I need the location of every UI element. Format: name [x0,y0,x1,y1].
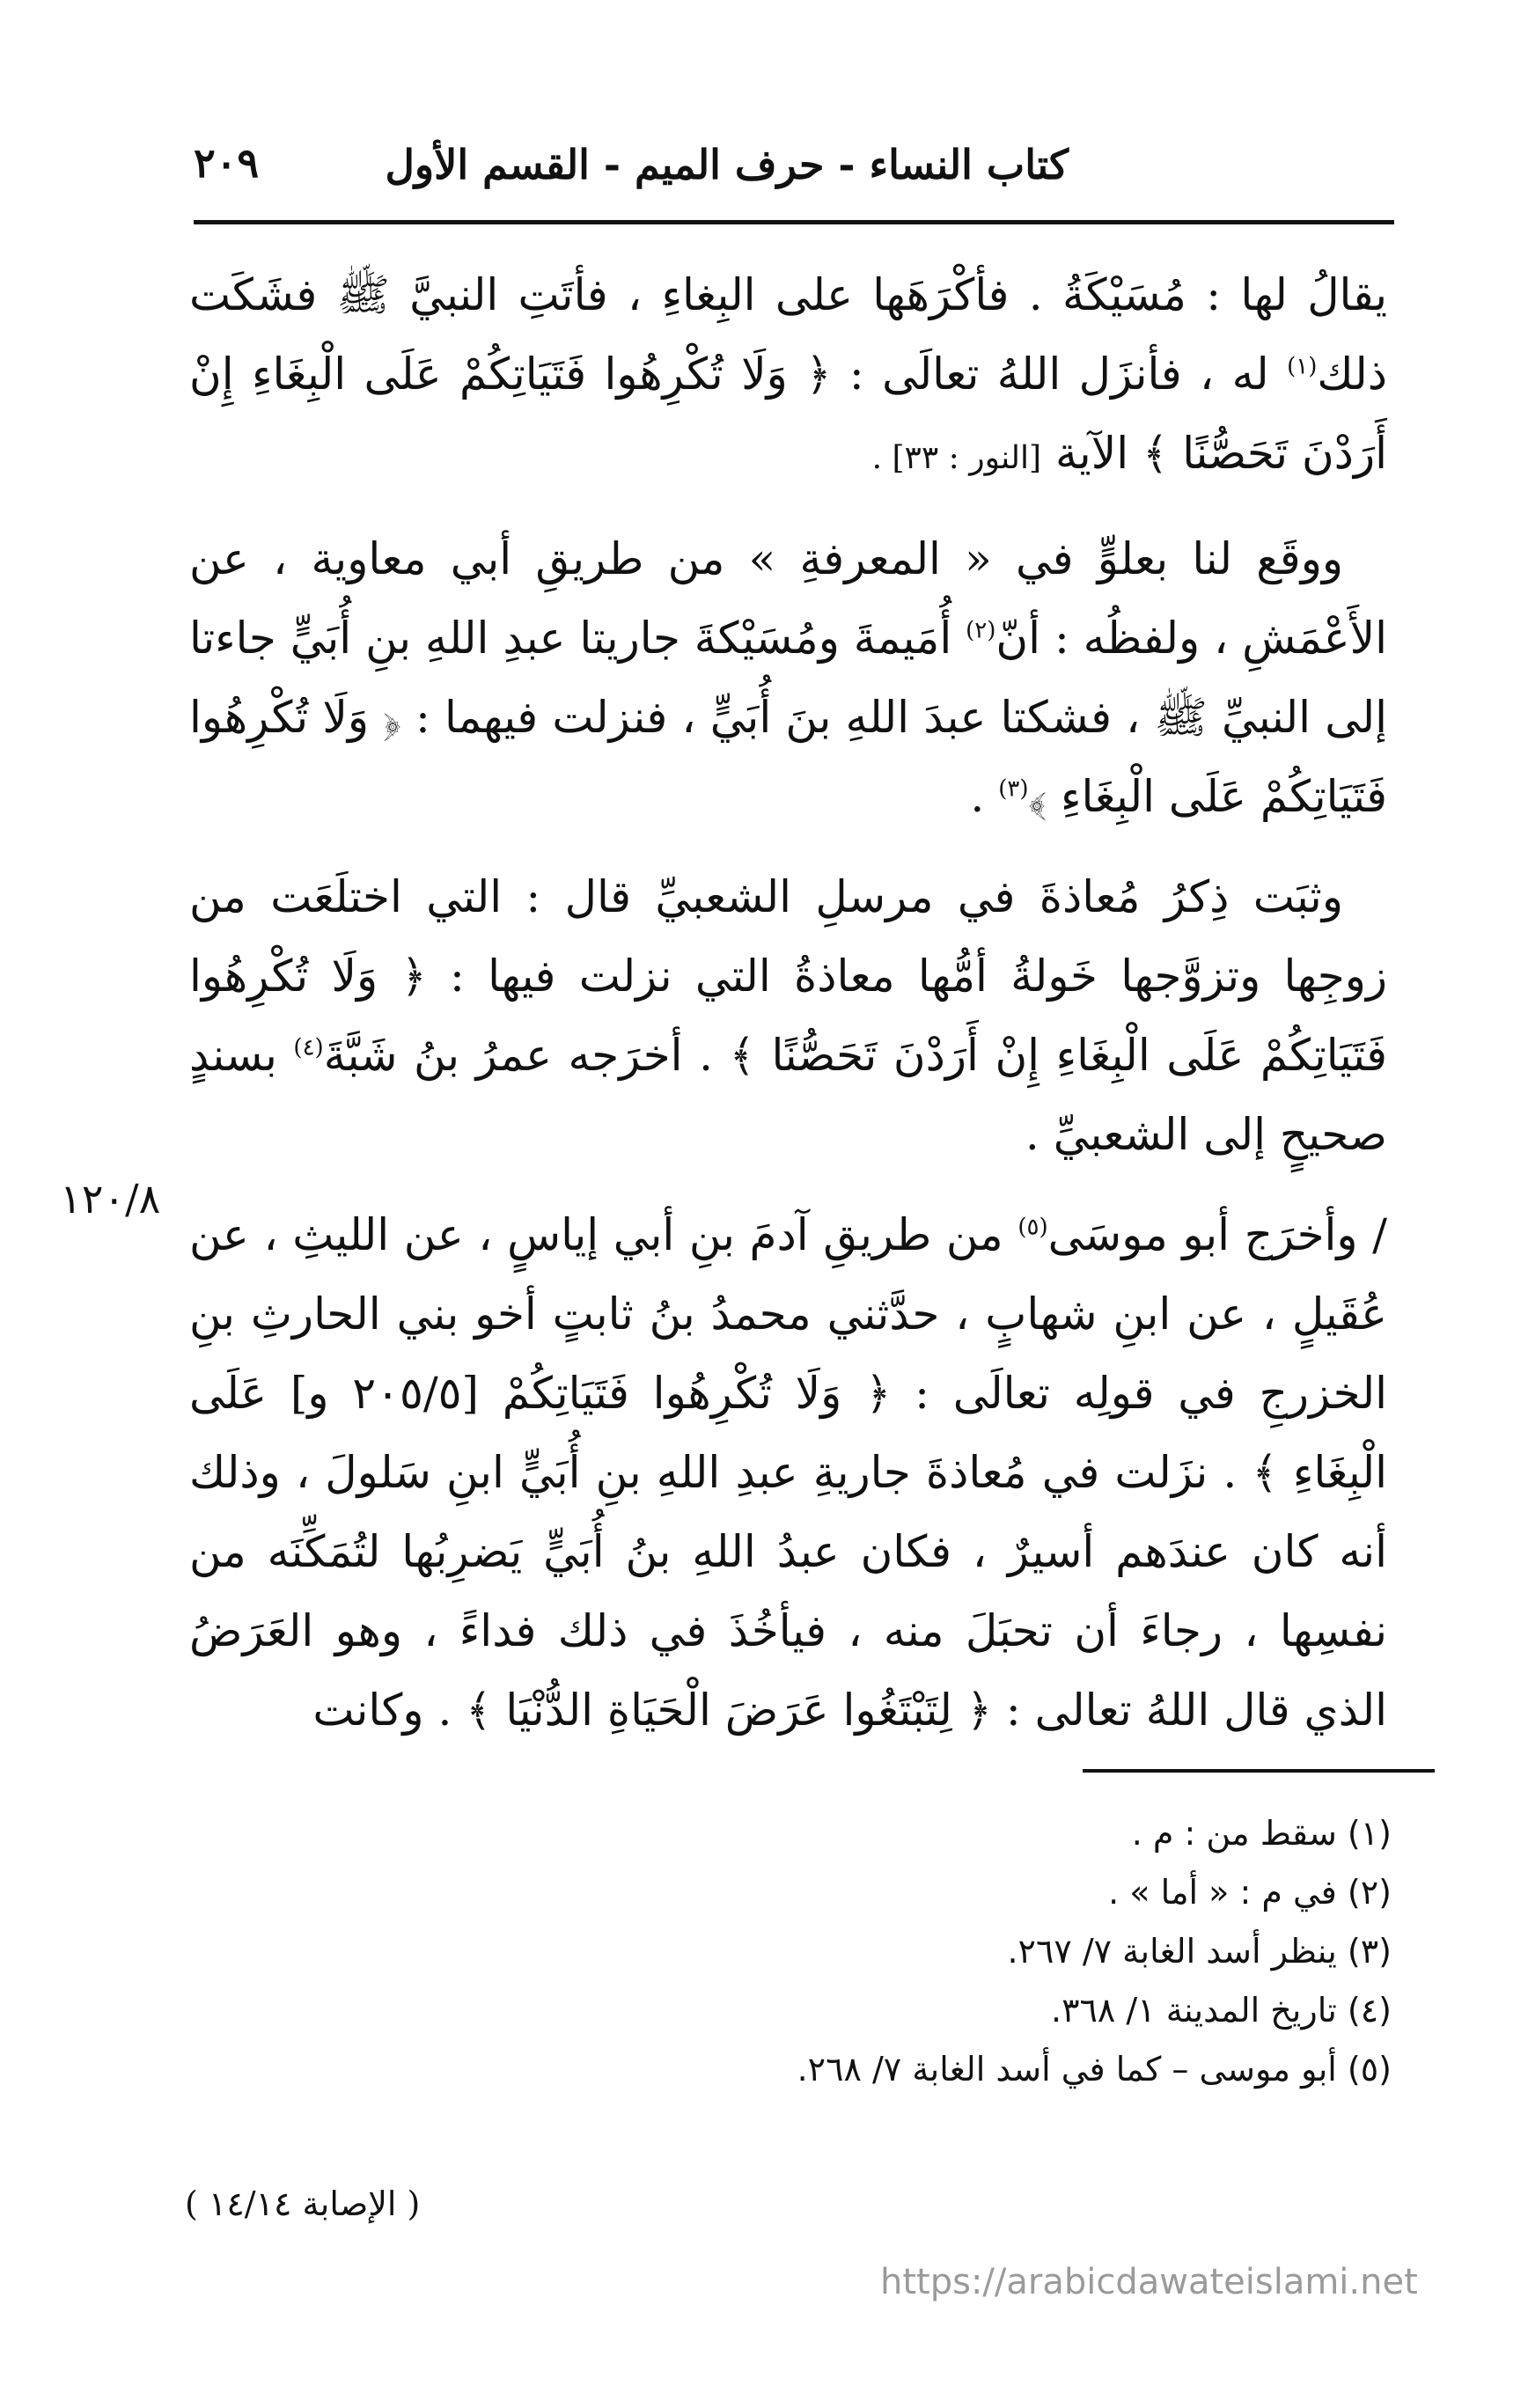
p3-text: وثبَت ذِكرُ مُعاذةَ في مرسلِ الشعبيِّ قال : التي اختلَعَت من زوجِها وتزوَّجها خَولةُ أمُّها معاذةُ التي نزلت فيها : ﴿ وَلَا تُكْرِهُوا فَتَيَاتِكُمْ عَلَى الْبِغَاءِ إِنْ أَرَدْنَ تَحَصُّنًا ﴾ . أخرَجه عمرُ بنُ شَبَّةَ [189,871,1388,1081]
footnote-5: (٥) أبو موسى – كما في أسد الغابة ٧/ ٢٦٨. [797,2050,1392,2089]
margin-reference: ١٢٠/٨ [60,1175,161,1222]
footnote-rule [1083,1769,1435,1773]
p2-intro: ووقَع لنا بعلوٍّ في « المعرفةِ » من طريقِ أبي معاوية ، عن الأَعْمَشِ ، ولفظُه : [189,533,1387,664]
p2-end: . [970,771,999,822]
header-rule [194,220,1394,224]
paragraph-4 [189,1195,1387,1750]
p4-intro: / وأخرَج أبو موسَى [1047,1209,1387,1260]
p1-continuation: له ، فأنزَل اللهُ تعالَى : ﴿ وَلَا تُكْرِهُوا فَتَيَاتِكُمْ عَلَى الْبِغَاءِ إِنْ أَرَدْنَ تَحَصُّنًا ﴾ الآية [189,349,1387,479]
running-title: كتاب النساء - حرف الميم - القسم الأول [385,141,1069,188]
footnote-ref-1: (١) [1287,353,1318,380]
paragraph-2 [189,519,1387,836]
footnote-ref-4: (٤) [293,1034,324,1061]
p1-quran-ref: [النور : ٣٣] . [871,440,1042,476]
watermark-url: https://arabicdawateislami.net [880,2262,1418,2302]
p3-end: بسندٍ صحيحٍ إلى الشعبيِّ . [189,1030,1387,1160]
page-header [194,132,1394,194]
footnote-3: (٣) ينظر أسد الغابة ٧/ ٢٦٧. [1007,1932,1392,1971]
footnote-4: (٤) تاريخ المدينة ١/ ٣٦٨. [1050,1991,1392,2030]
bottom-reference: ( الإصابة ١٤/١٤ ) [185,2184,421,2223]
page-number: ٢٠٩ [194,139,260,187]
p2-text: أُمَيمةَ ومُسَيْكةَ جاريتا عبدِ اللهِ بنِ أُبَيٍّ جاءتا إلى النبيِّ ﷺ ، فشكتا عبدَ اللهِ بنَ أُبَيٍّ ، فنزلت فيهما : ﴿ وَلَا تُكْرِهُوا فَتَيَاتِكُمْ عَلَى الْبِغَاءِ ﴾ [189,613,1387,822]
p2-anna: أنّ [995,613,1041,664]
footnote-ref-3: (٣) [998,775,1029,803]
footnotes [176,1804,1392,2099]
body-text [189,255,1387,1750]
paragraph-1 [189,255,1387,498]
p4-text: من طريقِ آدمَ بنِ أبي إياسٍ ، عن الليثِ ، عن عُقَيلٍ ، عن ابنِ شهابٍ ، حدَّثني محمدُ بنُ ثابتٍ أخو بني الحارثِ بنِ الخزرجِ في قولِه تعالَى : ﴿ وَلَا تُكْرِهُوا فَتَيَاتِكُمْ [٢٠٥/٥ و] عَلَى الْبِغَاءِ ﴾ . نزَلت في مُعاذةَ جاريةِ عبدِ اللهِ بنِ أُبَيٍّ ابنِ سَلولَ ، وذلك أنه كان عندَهم أسيرٌ ، فكان عبدُ اللهِ بنُ أُبَيٍّ يَضرِبُها لتُمَكِّنَه من نفسِها ، رجاءَ أن تحبَلَ منه ، فيأخُذَ في ذلك فداءً ، وهو العَرَضُ الذي قال اللهُ تعالى : ﴿ لِتَبْتَغُوا عَرَضَ الْحَيَاةِ الدُّنْيَا ﴾ . وكانت [189,1209,1387,1736]
footnote-1: (١) سقط من : م . [1131,1814,1392,1853]
footnote-2: (٢) في م : « أما » . [1108,1873,1392,1912]
footnote-ref-5: (٥) [1017,1214,1048,1241]
p1-text: يقالُ لها : مُسَيْكَةُ . فأكْرَهَها على البِغاءِ ، فأتَتِ النبيَّ ﷺ فشَكَت ذلك [189,269,1387,400]
paragraph-3 [189,857,1387,1174]
footnote-ref-2: (٢) [966,617,996,644]
